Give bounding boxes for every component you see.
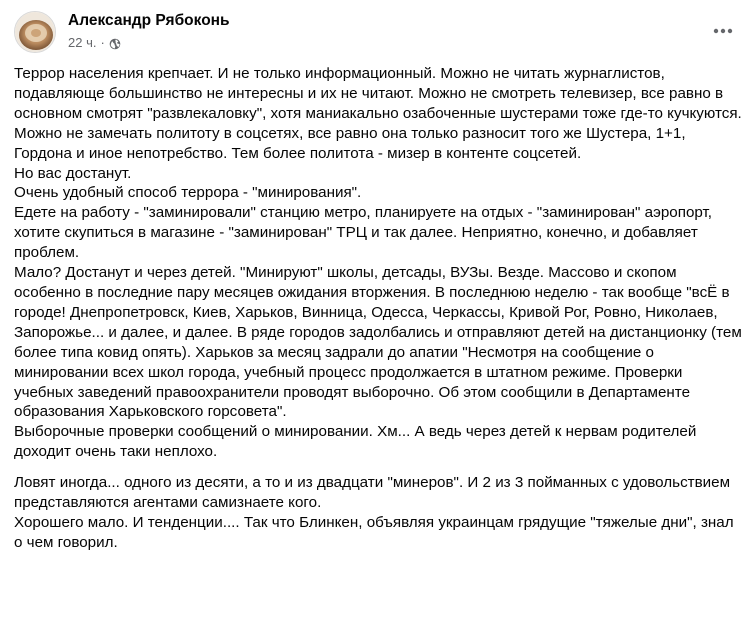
post-body bbox=[14, 64, 742, 553]
avatar-image bbox=[15, 12, 56, 53]
author-avatar[interactable] bbox=[14, 11, 56, 53]
globe-icon[interactable] bbox=[109, 37, 121, 49]
post-meta bbox=[68, 34, 121, 52]
post-paragraph-2: Ловят иногда... одного из десяти, а то и из двадцати "минеров". И 2 из 3 пойманных с удовольствием представляются агентами самизнаете кого. Хорошего мало. И тенденции.... Так что Блинкен, объявляя украинцам грядущие "тяжелые дни", знал о чем говорил. bbox=[14, 474, 734, 551]
post-paragraph-1: Террор населения крепчает. И не только информационный. Можно не читать журнаглистов, подавляюще большинство не интересны и их не читают. Можно не смотреть телевизер, все равно в основном смотрят "развлекаловку", хотя маниакально озабоченные шустерами тоже где-то кучкуются. Можно не замечать политоту в соцсетях, все равно она только разносит того же Шустера, 1+1, Гордона и иное непотребство. Тем более политота - мизер в контенте соцсетей. Но вас достанут. Очень удобный способ террора - "минирования". Едете на работу - "заминировали" станцию метро, планируете на отдых - "заминирован" аэропорт, хотите скупиться в магазине - "заминирован" ТРЦ и так далее. Неприятно, конечно, и добавляет проблем. Мало? Достанут и через детей. "Минируют" школы, детсады, ВУЗы. Везде. Массово и скопом особенно в последние пару месяцев ожидания вторжения. В последнюю неделю - так вообще "всЁ в городе! Днепропетровск, Киев, Харьков, Винница, Одесса, Черкассы, Кривой Рог, Ровно, Николаев, Запорожье... и далее, и далее. В ряде городов задолбались и отправляют детей на дистанционку (тем более типа ковид опять). Харьков за месяц задрали до апатии "Несмотря на сообщение о минировании всех школ города, учебный процесс продолжается в штатном режиме. Проверки учебных заведений правоохранители проводят выборочно. Об этом сообщили в Департаменте образования Харьковского горсовета". Выборочные проверки сообщений о минировании. Хм... А ведь через детей к нервам родителей доходит очень таки неплохо. bbox=[14, 65, 742, 461]
post-header bbox=[14, 11, 741, 57]
post-timestamp[interactable]: 22 ч. bbox=[68, 35, 97, 50]
more-options-button[interactable] bbox=[705, 13, 741, 49]
more-options-icon bbox=[713, 28, 733, 34]
meta-separator: · bbox=[100, 35, 105, 50]
author-name[interactable]: Александр Рябоконь bbox=[68, 12, 230, 29]
